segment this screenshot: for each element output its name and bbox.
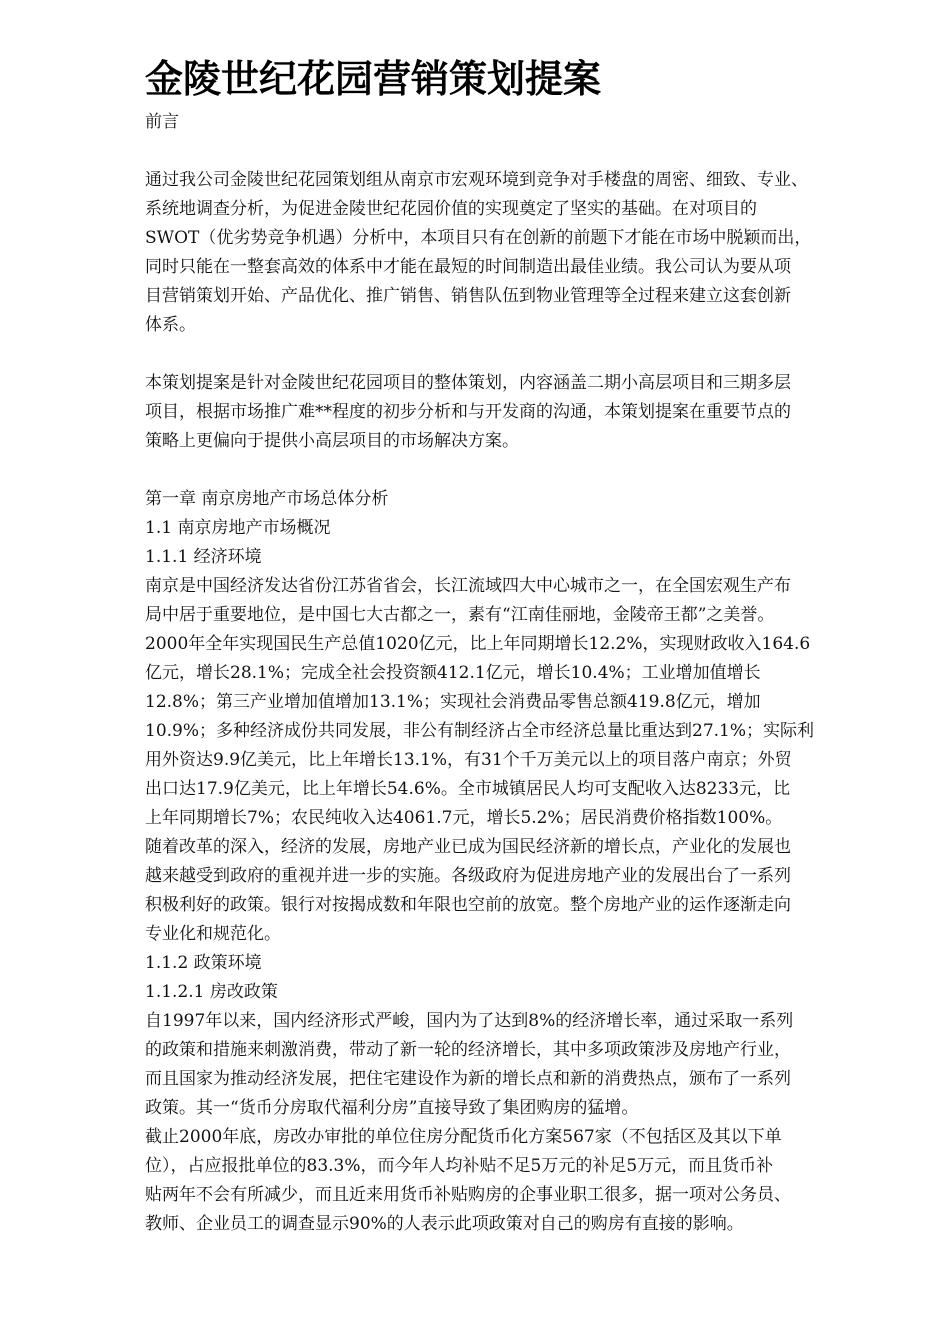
text-line: 2000年全年实现国民生产总值1020亿元，比上年同期增长12.2%，实现财政收入164.6 — [145, 634, 811, 654]
text-line: 自1997年以来，国内经济形式严峻，国内为了达到8%的经济增长率，通过采取一系列 — [145, 1011, 794, 1031]
text-line: 用外资达9.9亿美元，比上年增长13.1%，有31个千万美元以上的项目落户南京；外贸 — [145, 750, 792, 770]
preface-paragraph-2 — [145, 369, 895, 456]
reform-paragraph — [145, 833, 895, 949]
text-line: 政策。其一“货币分房取代福利分房”直接导致了集团购房的猛增。 — [145, 1098, 639, 1118]
text-line: 贴两年不会有所减少，而且近来用货币补贴购房的企事业职工很多，据一项对公务员、 — [145, 1185, 791, 1205]
text-line: 通过我公司金陵世纪花园策划组从南京市宏观环境到竞争对手楼盘的周密、细致、专业、 — [145, 170, 808, 190]
document-title: 金陵世纪花园营销策划提案 — [145, 57, 602, 101]
text-line: 的政策和措施来刺激消费，带动了新一轮的经济增长，其中多项政策涉及房地产行业， — [145, 1040, 791, 1060]
spacer — [145, 340, 895, 369]
subsubsection-heading: 1.1.2.1 房改政策 — [145, 982, 278, 1002]
text-line: 目营销策划开始、产品优化、推广销售、销售队伍到物业管理等全过程来建立这套创新 — [145, 286, 791, 306]
chapter-heading: 第一章 南京房地产市场总体分析 — [145, 489, 389, 509]
document-page — [145, 50, 895, 1239]
preface-heading: 前言 — [145, 112, 179, 132]
text-line: 12.8%；第三产业增加值增加13.1%；实现社会消费品零售总额419.8亿元，增加 — [145, 692, 761, 712]
policy-paragraph-1 — [145, 1007, 895, 1123]
preface-paragraph-1 — [145, 166, 895, 340]
text-line: 截止2000年底，房改办审批的单位住房分配货币化方案567家（不包括区及其以下单 — [145, 1127, 782, 1147]
text-line: 专业化和规范化。 — [145, 924, 281, 944]
policy-paragraph-2 — [145, 1123, 895, 1239]
spacer — [145, 456, 895, 485]
text-line: 越来越受到政府的重视并进一步的实施。各级政府为促进房地产业的发展出台了一系列 — [145, 866, 791, 886]
text-line: 积极利好的政策。银行对按揭成数和年限也空前的放宽。整个房地产业的运作逐渐走向 — [145, 895, 791, 915]
spacer — [145, 137, 895, 166]
text-line: 亿元，增长28.1%；完成全社会投资额412.1亿元，增长10.4%；工业增加值增长 — [145, 663, 761, 683]
text-line: 南京是中国经济发达省份江苏省省会，长江流域四大中心城市之一，在全国宏观生产布 — [145, 576, 791, 596]
subsection-heading: 1.1.1 经济环境 — [145, 547, 262, 567]
text-line: 体系。 — [145, 315, 196, 335]
text-line: 随着改革的深入，经济的发展，房地产业已成为国民经济新的增长点，产业化的发展也 — [145, 837, 791, 857]
text-line: 同时只能在一整套高效的体系中才能在最短的时间制造出最佳业绩。我公司认为要从项 — [145, 257, 791, 277]
section-heading: 1.1 南京房地产市场概况 — [145, 518, 331, 538]
text-line: 位），占应报批单位的83.3%，而今年人均补贴不足5万元的补足5万元，而且货币补 — [145, 1156, 774, 1176]
subsection-heading: 1.1.2 政策环境 — [145, 953, 262, 973]
text-line: 出口达17.9亿美元，比上年增长54.6%。全市城镇居民人均可支配收入达8233元，比 — [145, 779, 791, 799]
economy-paragraph — [145, 572, 895, 833]
text-line: 策略上更偏向于提供小高层项目的市场解决方案。 — [145, 431, 519, 451]
text-line: SWOT（优劣势竞争机遇）分析中，本项目只有在创新的前题下才能在市场中脱颖而出， — [145, 228, 812, 248]
text-line: 教师、企业员工的调查显示90%的人表示此项政策对自己的购房有直接的影响。 — [145, 1214, 744, 1234]
text-line: 系统地调查分析，为促进金陵世纪花园价值的实现奠定了坚实的基础。在对项目的 — [145, 199, 757, 219]
text-line: 局中居于重要地位，是中国七大古都之一，素有“江南佳丽地，金陵帝王都”之美誉。 — [145, 605, 775, 625]
text-line: 上年同期增长7%；农民纯收入达4061.7元，增长5.2%；居民消费价格指数100%。 — [145, 808, 783, 828]
text-line: 项目，根据市场推广难**程度的初步分析和与开发商的沟通，本策划提案在重要节点的 — [145, 402, 791, 422]
text-line: 10.9%；多种经济成份共同发展，非公有制经济占全市经济总量比重达到27.1%；实际利 — [145, 721, 815, 741]
text-line: 而且国家为推动经济发展，把住宅建设作为新的增长点和新的消费热点，颁布了一系列 — [145, 1069, 791, 1089]
text-line: 本策划提案是针对金陵世纪花园项目的整体策划，内容涵盖二期小高层项目和三期多层 — [145, 373, 791, 393]
